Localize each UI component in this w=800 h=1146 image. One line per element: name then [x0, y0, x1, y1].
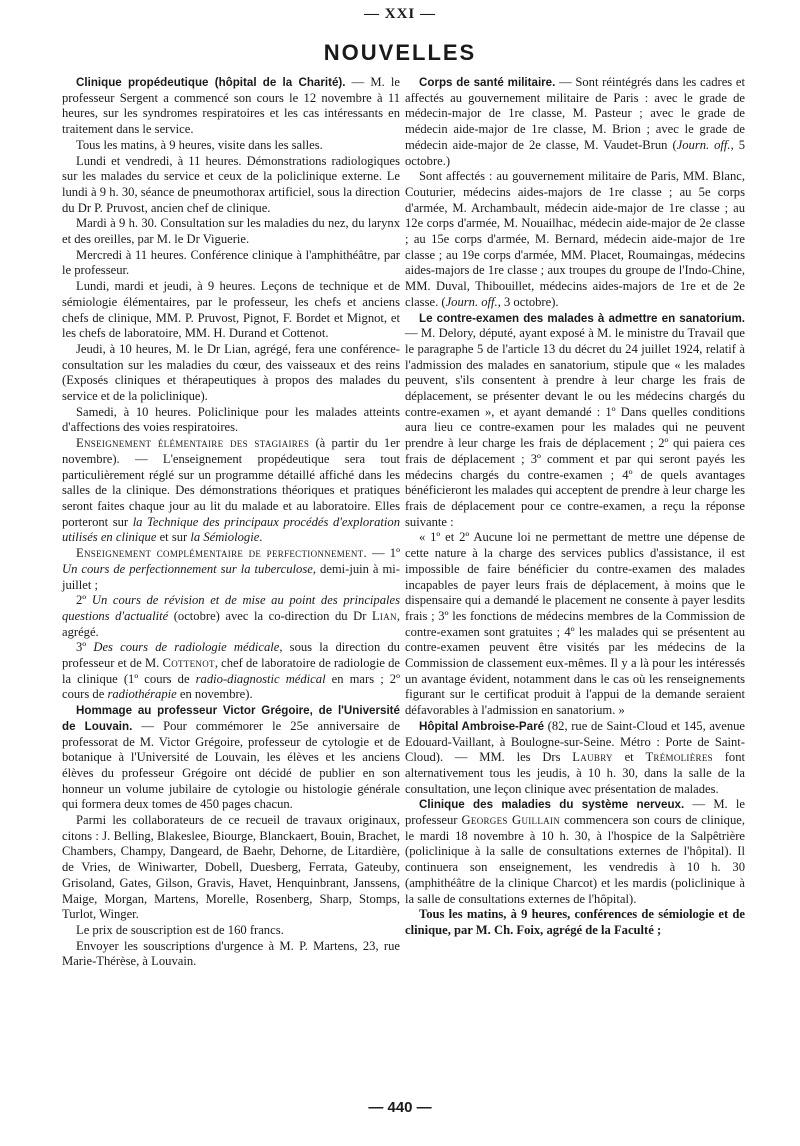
article-text: — M. Delory, député, ayant exposé à M. le ministre du Travail que le paragraphe 5 de l'article 13 du décret du 24 juillet 1924, relatif à l'admission des malades en sanatorium, stipule que « les malades peuvent, s'ils consentent à prendre à leur charge les frais de déplacement, se présenter devant le ou les médecins chargés du contre-examen », et ayant demandé : 1º Dans quelles conditions aura lieu ce contre-examen pour les malades qui ne peuvent prendre à leur charge les frais de déplacement ; 2º qui paiera ces frais de déplacement ; 3º comment et par qui seront payés les médecins chargés du contre-examen ; 4º de quels avantages bénéficieront les malades qui acceptent de prendre à leur charge les frais de déplacement pour ce contre-examen, a reçu la réponse suivante :: [405, 326, 745, 529]
article-corps-sante-militaire: [405, 75, 745, 169]
text-run: — M. le professeur: [405, 797, 745, 828]
section-label: Enseignement élémentaire des stagiaires: [76, 436, 310, 451]
italic-text: Un cours de perfectionnement sur la tuberculose: [62, 561, 313, 576]
article-heading: Clinique propédeutique (hôpital de la Charité).: [76, 76, 346, 89]
text-run: , chef de laboratoire de radiologie de la clinique (1º cours de: [62, 656, 400, 686]
person-name: Cottenot: [162, 656, 215, 671]
text-run: 3º: [76, 640, 94, 655]
text-run: en mars ; 2º cours de: [62, 671, 400, 702]
person-name: Lian: [371, 608, 397, 623]
paragraph-stagiaires: [62, 436, 400, 546]
article-clinique-systeme-nerveux: [405, 797, 745, 907]
paragraph: Tous les matins, à 9 heures, visite dans les salles.: [76, 137, 323, 152]
right-column: [405, 75, 745, 939]
text-run: (82, rue de Saint-Cloud et 145, avenue Edouard-Vaillant, à Boulogne-sur-Seine. Métro : Porte de Saint-Cloud). — MM. les Drs: [405, 718, 745, 765]
paragraph: Le prix de souscription est de 160 francs.: [76, 922, 284, 937]
paragraph: Samedi, à 10 heures. Policlinique pour les malades atteints d'affections des voies respiratoires.: [62, 404, 400, 435]
paragraph: Lundi, mardi et jeudi, à 9 heures. Leçons de technique et de sémiologie élémentaires, par le professeur, les chefs et anciens chefs de clinique, MM. P. Pruvost, Pignot, F. Bordet et Mignot, et les chefs de laboratoire, MM. H. Durand et Cottenot.: [62, 279, 400, 341]
text-run: , 3 octobre).: [497, 294, 559, 309]
page-title: NOUVELLES: [323, 40, 477, 65]
paragraph-affectations: [405, 169, 745, 310]
text-run: commencera son cours de clinique, le mardi 18 novembre à 10 h. 30, à l'hospice de la Salpêtrière (policlinique à la salle de consultations externes de l'hôpital). Il continuera son enseignement, les vendredis à 10 h. 30 (amphithéâtre de la clinique Charcot) et les mardis (policlinique à la salle de consultations externes de l'hôpital).: [405, 813, 745, 906]
article-hommage-gregoire: [62, 703, 400, 813]
person-name: Trémolières: [645, 750, 713, 765]
article-hopital-ambroise-pare: [405, 719, 745, 798]
italic-text: Des cours de radiologie médicale: [93, 640, 280, 655]
paragraph-perfectionnement: [62, 546, 400, 593]
italic-text: radio-diagnostic médical: [195, 671, 326, 686]
text-run: et sur: [156, 530, 191, 545]
paragraph: Jeudi, à 10 heures, M. le Dr Lian, agrégé, fera une conférence-consultation sur les maladies du cœur, des vaisseaux et des reins (Exposés cliniques et thérapeutiques à propos des malades du service et de la policlinique).: [62, 341, 400, 404]
text-run: en novembre).: [176, 687, 253, 702]
person-name: Laubry: [572, 750, 613, 765]
text-run: 2º: [76, 593, 92, 608]
article-text: — Pour commémorer le 25e anniversaire de professorat de M. Victor Grégoire, professeur de cytologie et de botanique à l'Université de Louvain, les élèves et les anciens élèves du professeur Grégoire ont décidé de publier en son honneur un volume jubilaire de cytologie ou histologie générale qui formera deux tomes de 450 pages chacun.: [62, 718, 400, 812]
page-number: — 440 —: [368, 1099, 432, 1116]
paragraph: Parmi les collaborateurs de ce recueil de travaux originaux, citons : J. Belling, Blakeslee, Biourge, Blanckaert, Bouin, Brachet, Chambers, Champy, Dangeard, de Baehr, Dehorne, de Litardière, de Vries, de Winiwarter, Dobell, Duesberg, Ferrata, Gateuby, Grisoland, Gates, Gilson, Gravis, Havet, Henquinbrant, Janssens, Maige, Morgan, Martens, Morelle, Rosenberg, Sharp, Stomps, Turlot, Winger.: [62, 813, 400, 922]
text-run: Sont affectés : au gouvernement militaire de Paris, MM. Blanc, Couturier, médecins aides-majors de 1re classe ; au 5e corps d'armée, M. Archambault, médecin aide-major de 1re classe ; au 12e corps d'armée, M. Nouailhac, médecin aide-major de 2e classe ; au 15e corps d'armée, M. Bernard, médecin aide-major de 1re classe ; au 19e corps d'armée, MM. Placet, Roumaingas, médecins aides-majors de 1re classe ; aux troupes du groupe de l'Indo-Chine, MM. Duval, Thibouillet, médecins aides-majors de 1re et de 2e classe. (: [405, 169, 745, 309]
text-run: — Sont réintégrés dans les cadres et affectés au gouvernement militaire de Paris : avec le grade de médecin-major de 1re classe, M. Pasteur ; avec le grade de médecin aide-major de 1re classe, M. Brion ; avec le grade de médecin aide-major de 2e classe, M. Vaudet-Brun (: [405, 75, 745, 152]
paragraph: Envoyer les souscriptions d'urgence à M. P. Martens, 23, rue Marie-Thérèse, à Louvain.: [62, 938, 400, 969]
text-run: — 1º: [366, 546, 400, 561]
italic-text: Un cours de révision et de mise au point des principales questions d'actualité: [62, 593, 400, 623]
text-run: , demi-juin à mi-juillet ;: [62, 561, 400, 592]
text-run: font alternativement tous les jeudis, à 10 h. 30, dans la salle de la consultation, une leçon clinique avec présentation de malades.: [405, 750, 745, 796]
italic-text: Journ. off.: [676, 137, 731, 152]
text-run: , sous la direction du professeur et de M.: [62, 640, 400, 671]
article-clinique-propedeutique: [62, 75, 400, 138]
italic-text: la Sémiologie: [190, 530, 260, 545]
article-heading: Clinique des maladies du système nerveux.: [419, 798, 685, 812]
text-run: , agrégé.: [62, 608, 400, 639]
text-run: , 5 octobre.): [405, 137, 746, 168]
text-run: (octobre) avec la co-direction du Dr: [168, 608, 372, 623]
paragraph: Mardi à 9 h. 30. Consultation sur les maladies du nez, du larynx et des oreilles, par M. le Dr Viguerie.: [62, 216, 400, 247]
text-run: (à partir du 1er novembre). — L'enseignement propédeutique sera tout particulièrement réglé sur un programme détaillé affiché dans les salles de la clinique. Des démonstrations théoriques et pratiques seront faites chaque jour au lit du malade et au laboratoire. Elles porteront sur: [62, 436, 400, 529]
article-heading: Corps de santé militaire.: [419, 76, 556, 89]
paragraph-reponse: « 1º et 2º Aucune loi ne permettant de mettre une dépense de cette nature à la charge des services publics d'assistance, il est impossible de faire bénéficier du contre-examen des malades incapables de payer leurs frais de déplacement, à moins que le dispensaire qui a demandé le placement ne consente à payer lesdits frais ; 3º les fonctions de médecins membres de la Commission de contre-examen sont gratuites ; 4º les malades qui se présentent au contre-examen peuvent être visités par les médecins de la Commission de classement eux-mêmes. Il y a là pour les intéressés un avantage évident, notamment dans le cas où les renseignements figurant sur le certificat produit à l'appui de la demande seraient défavorables à l'admission en sanatorium. »: [405, 530, 745, 718]
text-run: et: [612, 750, 646, 765]
text-run: .: [259, 530, 263, 545]
article-text: — M. le professeur Sergent a commencé son cours le 12 novembre à 11 heures, sur les syndromes respiratoires et les cas intéressants en traitement dans le service.: [62, 75, 400, 137]
left-column: [62, 75, 400, 970]
italic-text: radiothérapie: [107, 687, 177, 702]
section-label: Enseignement complémentaire de perfectionnement.: [76, 546, 367, 561]
page-roman-number: — XXI —: [363, 6, 436, 22]
paragraph: Lundi et vendredi, à 11 heures. Démonstrations radiologiques sur les malades du service et ceux de la policlinique externe. Le lundi à 9 h. 30, séance de pneumothorax artificiel, sous la direction du Dr P. Pruvost, ancien chef de clinique.: [62, 153, 400, 215]
article-contre-examen: [405, 311, 745, 531]
paragraph: Mercredi à 11 heures. Conférence clinique à l'amphithéâtre, par le professeur.: [62, 247, 400, 278]
article-heading: Hôpital Ambroise-Paré: [419, 719, 545, 733]
article-heading: Le contre-examen des malades à admettre en sanatorium.: [419, 311, 745, 325]
paragraph-revision: [62, 593, 400, 640]
person-name: Georges Guillain: [461, 813, 561, 828]
article-heading: Hommage au professeur Victor Grégoire, de l'Université de Louvain.: [62, 704, 400, 733]
italic-text: Journ. off.: [445, 294, 498, 309]
paragraph-radiologie: [62, 640, 400, 703]
italic-text: la Technique des principaux procédés d'exploration utilisés en clinique: [62, 514, 400, 545]
paragraph: Tous les matins, à 9 heures, conférences de sémiologie et de clinique, par M. Ch. Foix, agrégé de la Faculté ;: [405, 907, 745, 937]
